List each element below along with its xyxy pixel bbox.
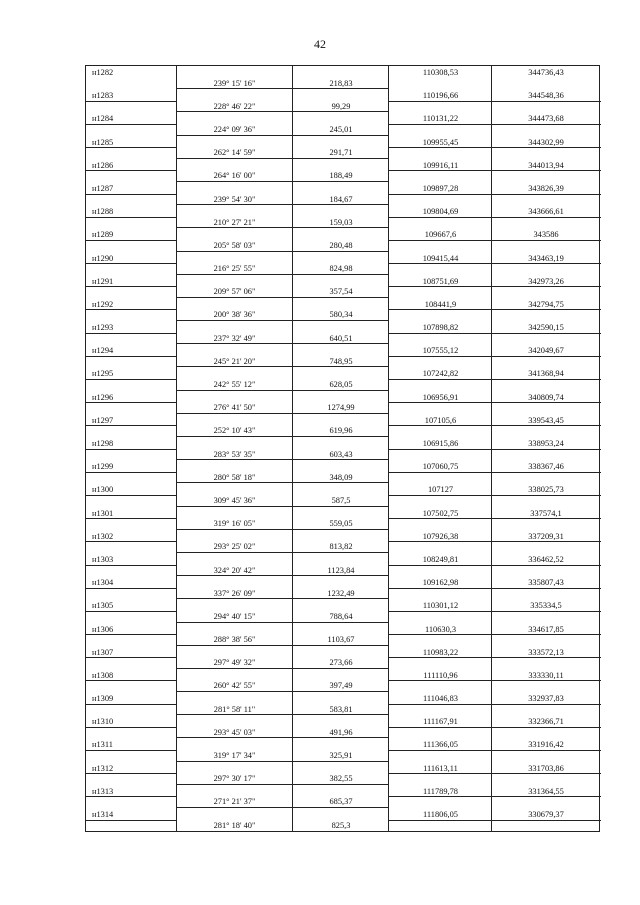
point-id: н1282	[92, 68, 114, 77]
direction-angle: 271° 21' 37"	[213, 797, 256, 807]
segment-length: 382,55	[329, 774, 353, 784]
x-coordinate: 108249,81	[422, 554, 459, 564]
y-coordinate: 333330,11	[528, 670, 564, 680]
page-number: 42	[314, 37, 326, 51]
x-coordinate: 109897,28	[422, 183, 459, 193]
table-row	[85, 228, 600, 251]
segment-length: 748,95	[329, 356, 353, 366]
y-coordinate: 336462,52	[528, 554, 564, 564]
table-row	[85, 414, 600, 437]
table-row	[85, 182, 600, 205]
table-row	[85, 715, 600, 738]
column-divider	[176, 112, 177, 135]
x-coordinate: 111613,11	[423, 763, 458, 773]
segment-length: 603,43	[329, 449, 353, 459]
column-divider	[176, 205, 177, 228]
point-id: н1302	[92, 531, 114, 541]
column-divider	[176, 252, 177, 275]
segment-length: 824,98	[329, 264, 353, 274]
column-divider	[176, 182, 177, 205]
point-id: н1297	[92, 415, 114, 425]
direction-angle: 242° 55' 12"	[213, 380, 256, 390]
x-coordinate: 107242,82	[422, 369, 459, 379]
table-row	[85, 112, 600, 135]
direction-angle: 281° 58' 11"	[213, 704, 256, 714]
x-coordinate: 107127	[427, 485, 454, 495]
y-coordinate: 342973,26	[528, 276, 564, 286]
table-row	[85, 762, 600, 785]
point-id: н1298	[92, 439, 114, 448]
table-row	[85, 321, 600, 344]
direction-angle: 237° 32' 49"	[213, 333, 256, 343]
table-row	[85, 460, 600, 483]
x-coordinate: 107926,38	[422, 531, 459, 541]
segment-length: 580,34	[329, 310, 353, 320]
table-row	[85, 391, 600, 414]
point-id: н1286	[92, 160, 114, 170]
direction-angle: 245° 21' 20"	[213, 356, 256, 366]
direction-angle: 228° 46' 22"	[213, 101, 256, 111]
y-coordinate: 337574,1	[530, 508, 562, 518]
x-coordinate: 110308,53	[422, 68, 459, 77]
direction-angle: 252° 10' 43"	[213, 426, 256, 436]
y-coordinate: 338025,73	[528, 485, 564, 495]
segment-length: 583,81	[329, 704, 353, 714]
table-row	[85, 738, 600, 761]
point-id: н1303	[92, 554, 114, 564]
direction-angle: 324° 20' 42"	[213, 565, 256, 575]
y-coordinate: 343463,19	[528, 253, 564, 263]
y-coordinate: 333572,13	[528, 647, 564, 657]
direction-angle: 239° 54' 30"	[213, 194, 256, 204]
segment-length: 1123,84	[327, 565, 355, 575]
segment-length: 1103,67	[327, 635, 355, 645]
x-coordinate: 111806,05	[423, 810, 458, 819]
segment-length: 619,96	[329, 426, 353, 436]
column-divider	[176, 321, 177, 344]
table-row	[85, 275, 600, 298]
direction-angle: 210° 27' 21"	[213, 217, 256, 227]
column-divider	[176, 762, 177, 785]
column-divider	[176, 228, 177, 251]
point-id: н1308	[92, 670, 114, 680]
x-coordinate: 111789,78	[423, 786, 458, 796]
x-coordinate: 107060,75	[422, 462, 459, 472]
direction-angle: 294° 40' 15"	[213, 611, 256, 621]
point-id: н1296	[92, 392, 114, 402]
y-coordinate: 343666,61	[528, 207, 564, 217]
point-id: н1313	[92, 786, 114, 796]
column-divider	[176, 460, 177, 483]
column-divider	[176, 623, 177, 646]
y-coordinate: 334617,85	[528, 624, 564, 634]
column-divider	[176, 437, 177, 460]
y-coordinate: 344473,68	[528, 114, 564, 124]
column-divider	[176, 692, 177, 715]
segment-length: 788,64	[329, 611, 353, 621]
table-row	[85, 507, 600, 530]
column-divider	[176, 367, 177, 390]
y-coordinate: 331703,86	[528, 763, 564, 773]
direction-angle: 224° 09' 36"	[213, 124, 256, 134]
column-divider	[176, 553, 177, 576]
y-coordinate: 331916,42	[528, 740, 564, 750]
direction-angle: 264° 16' 00"	[213, 171, 256, 181]
x-coordinate: 110301,12	[422, 601, 459, 611]
point-id: н1294	[92, 346, 114, 356]
y-coordinate: 339543,45	[528, 415, 564, 425]
x-coordinate: 110630,3	[424, 624, 457, 634]
table-row	[85, 252, 600, 275]
point-id: н1307	[92, 647, 114, 657]
segment-length: 245,01	[329, 124, 353, 134]
x-coordinate: 106956,91	[422, 392, 459, 402]
y-coordinate: 330679,37	[528, 810, 564, 819]
x-coordinate: 109415,44	[422, 253, 459, 263]
table-row	[85, 205, 600, 228]
direction-angle: 209° 57' 06"	[213, 287, 256, 297]
segment-length: 357,54	[329, 287, 353, 297]
point-id: н1285	[92, 137, 114, 147]
column-divider	[176, 344, 177, 367]
y-coordinate: 344736,43	[528, 68, 564, 77]
segment-length: 218,83	[329, 78, 353, 88]
y-coordinate: 335807,43	[528, 578, 564, 588]
table-row	[85, 669, 600, 692]
segment-length: 188,49	[329, 171, 353, 181]
point-id: н1287	[92, 183, 114, 193]
point-id: н1305	[92, 601, 114, 611]
segment-length: 1274,99	[327, 403, 355, 413]
x-coordinate: 111046,83	[423, 694, 458, 704]
point-id: н1299	[92, 462, 114, 472]
column-divider	[176, 159, 177, 182]
y-coordinate: 342590,15	[528, 323, 564, 333]
y-coordinate: 341368,94	[528, 369, 564, 379]
direction-angle: 260° 42' 55"	[213, 681, 256, 691]
table-row	[85, 646, 600, 669]
point-id: н1304	[92, 578, 114, 588]
y-coordinate: 343586	[533, 230, 559, 240]
direction-angle: 319° 17' 34"	[213, 751, 256, 761]
point-id: н1310	[92, 717, 114, 727]
column-divider	[176, 576, 177, 599]
point-id: н1295	[92, 369, 114, 379]
column-divider	[176, 785, 177, 808]
table-row	[85, 808, 600, 832]
direction-angle: 288° 38' 56"	[213, 635, 256, 645]
direction-angle: 337° 26' 09"	[213, 588, 256, 598]
segment-length: 273,66	[329, 658, 353, 668]
x-coordinate: 109916,11	[422, 160, 459, 170]
y-coordinate: 344013,94	[528, 160, 564, 170]
segment-length: 280,48	[329, 240, 353, 250]
column-divider	[176, 298, 177, 321]
column-divider	[176, 483, 177, 506]
point-id: н1311	[92, 740, 113, 750]
x-coordinate: 109955,45	[422, 137, 459, 147]
segment-length: 813,82	[329, 542, 353, 552]
x-coordinate: 108751,69	[422, 276, 459, 286]
point-id: н1309	[92, 694, 114, 704]
table-row	[85, 437, 600, 460]
column-divider	[176, 391, 177, 414]
direction-angle: 293° 25' 02"	[213, 542, 256, 552]
segment-length: 559,05	[329, 519, 353, 529]
x-coordinate: 107898,82	[422, 323, 459, 333]
point-id: н1288	[92, 207, 114, 217]
y-coordinate: 342794,75	[528, 299, 564, 309]
column-divider	[176, 530, 177, 553]
table-row	[85, 623, 600, 646]
segment-length: 291,71	[329, 148, 353, 158]
table-row	[85, 692, 600, 715]
segment-length: 825,3	[331, 820, 351, 830]
y-coordinate: 338953,24	[528, 439, 564, 448]
segment-length: 184,67	[329, 194, 353, 204]
direction-angle: 280° 58' 18"	[213, 472, 256, 482]
y-coordinate: 335334,5	[530, 601, 562, 611]
table-row	[85, 344, 600, 367]
table-row	[85, 553, 600, 576]
table-row	[85, 599, 600, 622]
table-row	[85, 89, 600, 112]
table-row	[85, 159, 600, 182]
x-coordinate: 107105,6	[424, 415, 457, 425]
table-row	[85, 530, 600, 553]
direction-angle: 309° 45' 36"	[213, 495, 256, 505]
direction-angle: 297° 30' 17"	[213, 774, 256, 784]
table-row	[85, 785, 600, 808]
y-coordinate: 338367,46	[528, 462, 564, 472]
column-divider	[176, 646, 177, 669]
column-divider	[176, 507, 177, 530]
point-id: н1301	[92, 508, 114, 518]
x-coordinate: 109804,69	[422, 207, 459, 217]
x-coordinate: 111167,91	[423, 717, 458, 727]
table-row	[85, 483, 600, 506]
direction-angle: 319° 16' 05"	[213, 519, 256, 529]
column-divider	[176, 669, 177, 692]
point-id: н1292	[92, 299, 114, 309]
y-coordinate: 337209,31	[528, 531, 564, 541]
x-coordinate: 110131,22	[422, 114, 459, 124]
x-coordinate: 110983,22	[422, 647, 459, 657]
direction-angle: 262° 14' 59"	[213, 148, 256, 158]
point-id: н1306	[92, 624, 114, 634]
y-coordinate: 343826,39	[528, 183, 564, 193]
column-divider	[176, 808, 177, 831]
x-coordinate: 111366,05	[423, 740, 458, 750]
x-coordinate: 107555,12	[422, 346, 459, 356]
y-coordinate: 332366,71	[528, 717, 564, 727]
segment-length: 587,5	[331, 495, 351, 505]
x-coordinate: 111110,96	[423, 670, 458, 680]
y-coordinate: 331364,55	[528, 786, 564, 796]
column-divider	[176, 715, 177, 738]
direction-angle: 205° 58' 03"	[213, 240, 256, 250]
x-coordinate: 108441,9	[424, 299, 457, 309]
x-coordinate: 106915,86	[422, 439, 459, 448]
x-coordinate: 107502,75	[422, 508, 459, 518]
segment-length: 685,37	[329, 797, 353, 807]
point-id: н1300	[92, 485, 114, 495]
segment-length: 1232,49	[327, 588, 355, 598]
table-row	[85, 65, 600, 89]
direction-angle: 200° 38' 36"	[213, 310, 256, 320]
segment-length: 159,03	[329, 217, 353, 227]
direction-angle: 216° 25' 55"	[213, 264, 256, 274]
column-divider	[176, 275, 177, 298]
point-id: н1283	[92, 91, 114, 101]
table-row	[85, 136, 600, 159]
table-row	[85, 367, 600, 390]
column-divider	[176, 599, 177, 622]
direction-angle: 283° 53' 35"	[213, 449, 256, 459]
segment-length: 640,51	[329, 333, 353, 343]
point-id: н1314	[92, 810, 114, 819]
point-id: н1312	[92, 763, 114, 773]
table-row	[85, 576, 600, 599]
segment-length: 325,91	[329, 751, 353, 761]
y-coordinate: 340809,74	[528, 392, 564, 402]
segment-length: 628,05	[329, 380, 353, 390]
x-coordinate: 110196,66	[422, 91, 459, 101]
point-id: н1289	[92, 230, 114, 240]
x-coordinate: 109667,6	[424, 230, 457, 240]
column-divider	[176, 89, 177, 112]
column-divider	[176, 136, 177, 159]
direction-angle: 297° 49' 32"	[213, 658, 256, 668]
point-id: н1291	[92, 276, 114, 286]
segment-length: 99,29	[331, 101, 351, 111]
y-coordinate: 344548,36	[528, 91, 564, 101]
column-divider	[176, 414, 177, 437]
y-coordinate: 332937,83	[528, 694, 564, 704]
direction-angle: 276° 41' 50"	[213, 403, 256, 413]
direction-angle: 281° 18' 40"	[213, 820, 256, 830]
segment-length: 491,96	[329, 727, 353, 737]
column-divider	[176, 738, 177, 761]
table-row	[85, 298, 600, 321]
x-coordinate: 109162,98	[422, 578, 459, 588]
point-id: н1290	[92, 253, 114, 263]
y-coordinate: 344302,99	[528, 137, 564, 147]
direction-angle: 293° 45' 03"	[213, 727, 256, 737]
coordinates-table	[85, 65, 600, 832]
point-id: н1293	[92, 323, 114, 333]
direction-angle: 239° 15' 16"	[213, 78, 256, 88]
segment-length: 348,09	[329, 472, 353, 482]
segment-length: 397,49	[329, 681, 353, 691]
y-coordinate: 342049,67	[528, 346, 564, 356]
point-id: н1284	[92, 114, 114, 124]
column-divider	[176, 66, 177, 89]
